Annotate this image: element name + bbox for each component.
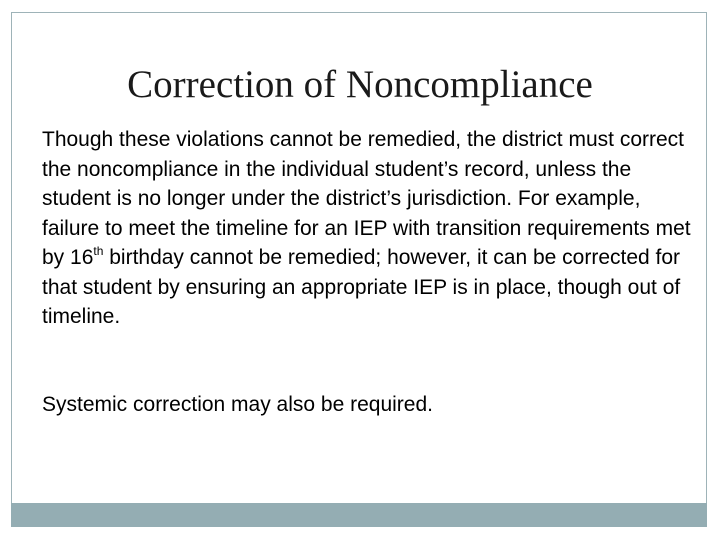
systemic-correction-note: Systemic correction may also be required. xyxy=(42,393,433,416)
paragraph-text-start: Though these violations cannot be remedied, the district must correct the noncompliance in the individual student’s record, unless the student is no longer under the district’s jurisdiction. For example, failure to meet the timeline for an IEP with transition requirements met by 16 xyxy=(42,128,691,269)
slide-title: Correction of Noncompliance xyxy=(127,63,593,106)
ordinal-superscript: th xyxy=(93,244,104,258)
footer-bar xyxy=(11,503,707,527)
paragraph-text-end: birthday cannot be remedied; however, it can be corrected for that student by ensuring an appropriate IEP is in place, though out of timeline. xyxy=(42,246,681,328)
body-paragraph xyxy=(42,125,692,332)
